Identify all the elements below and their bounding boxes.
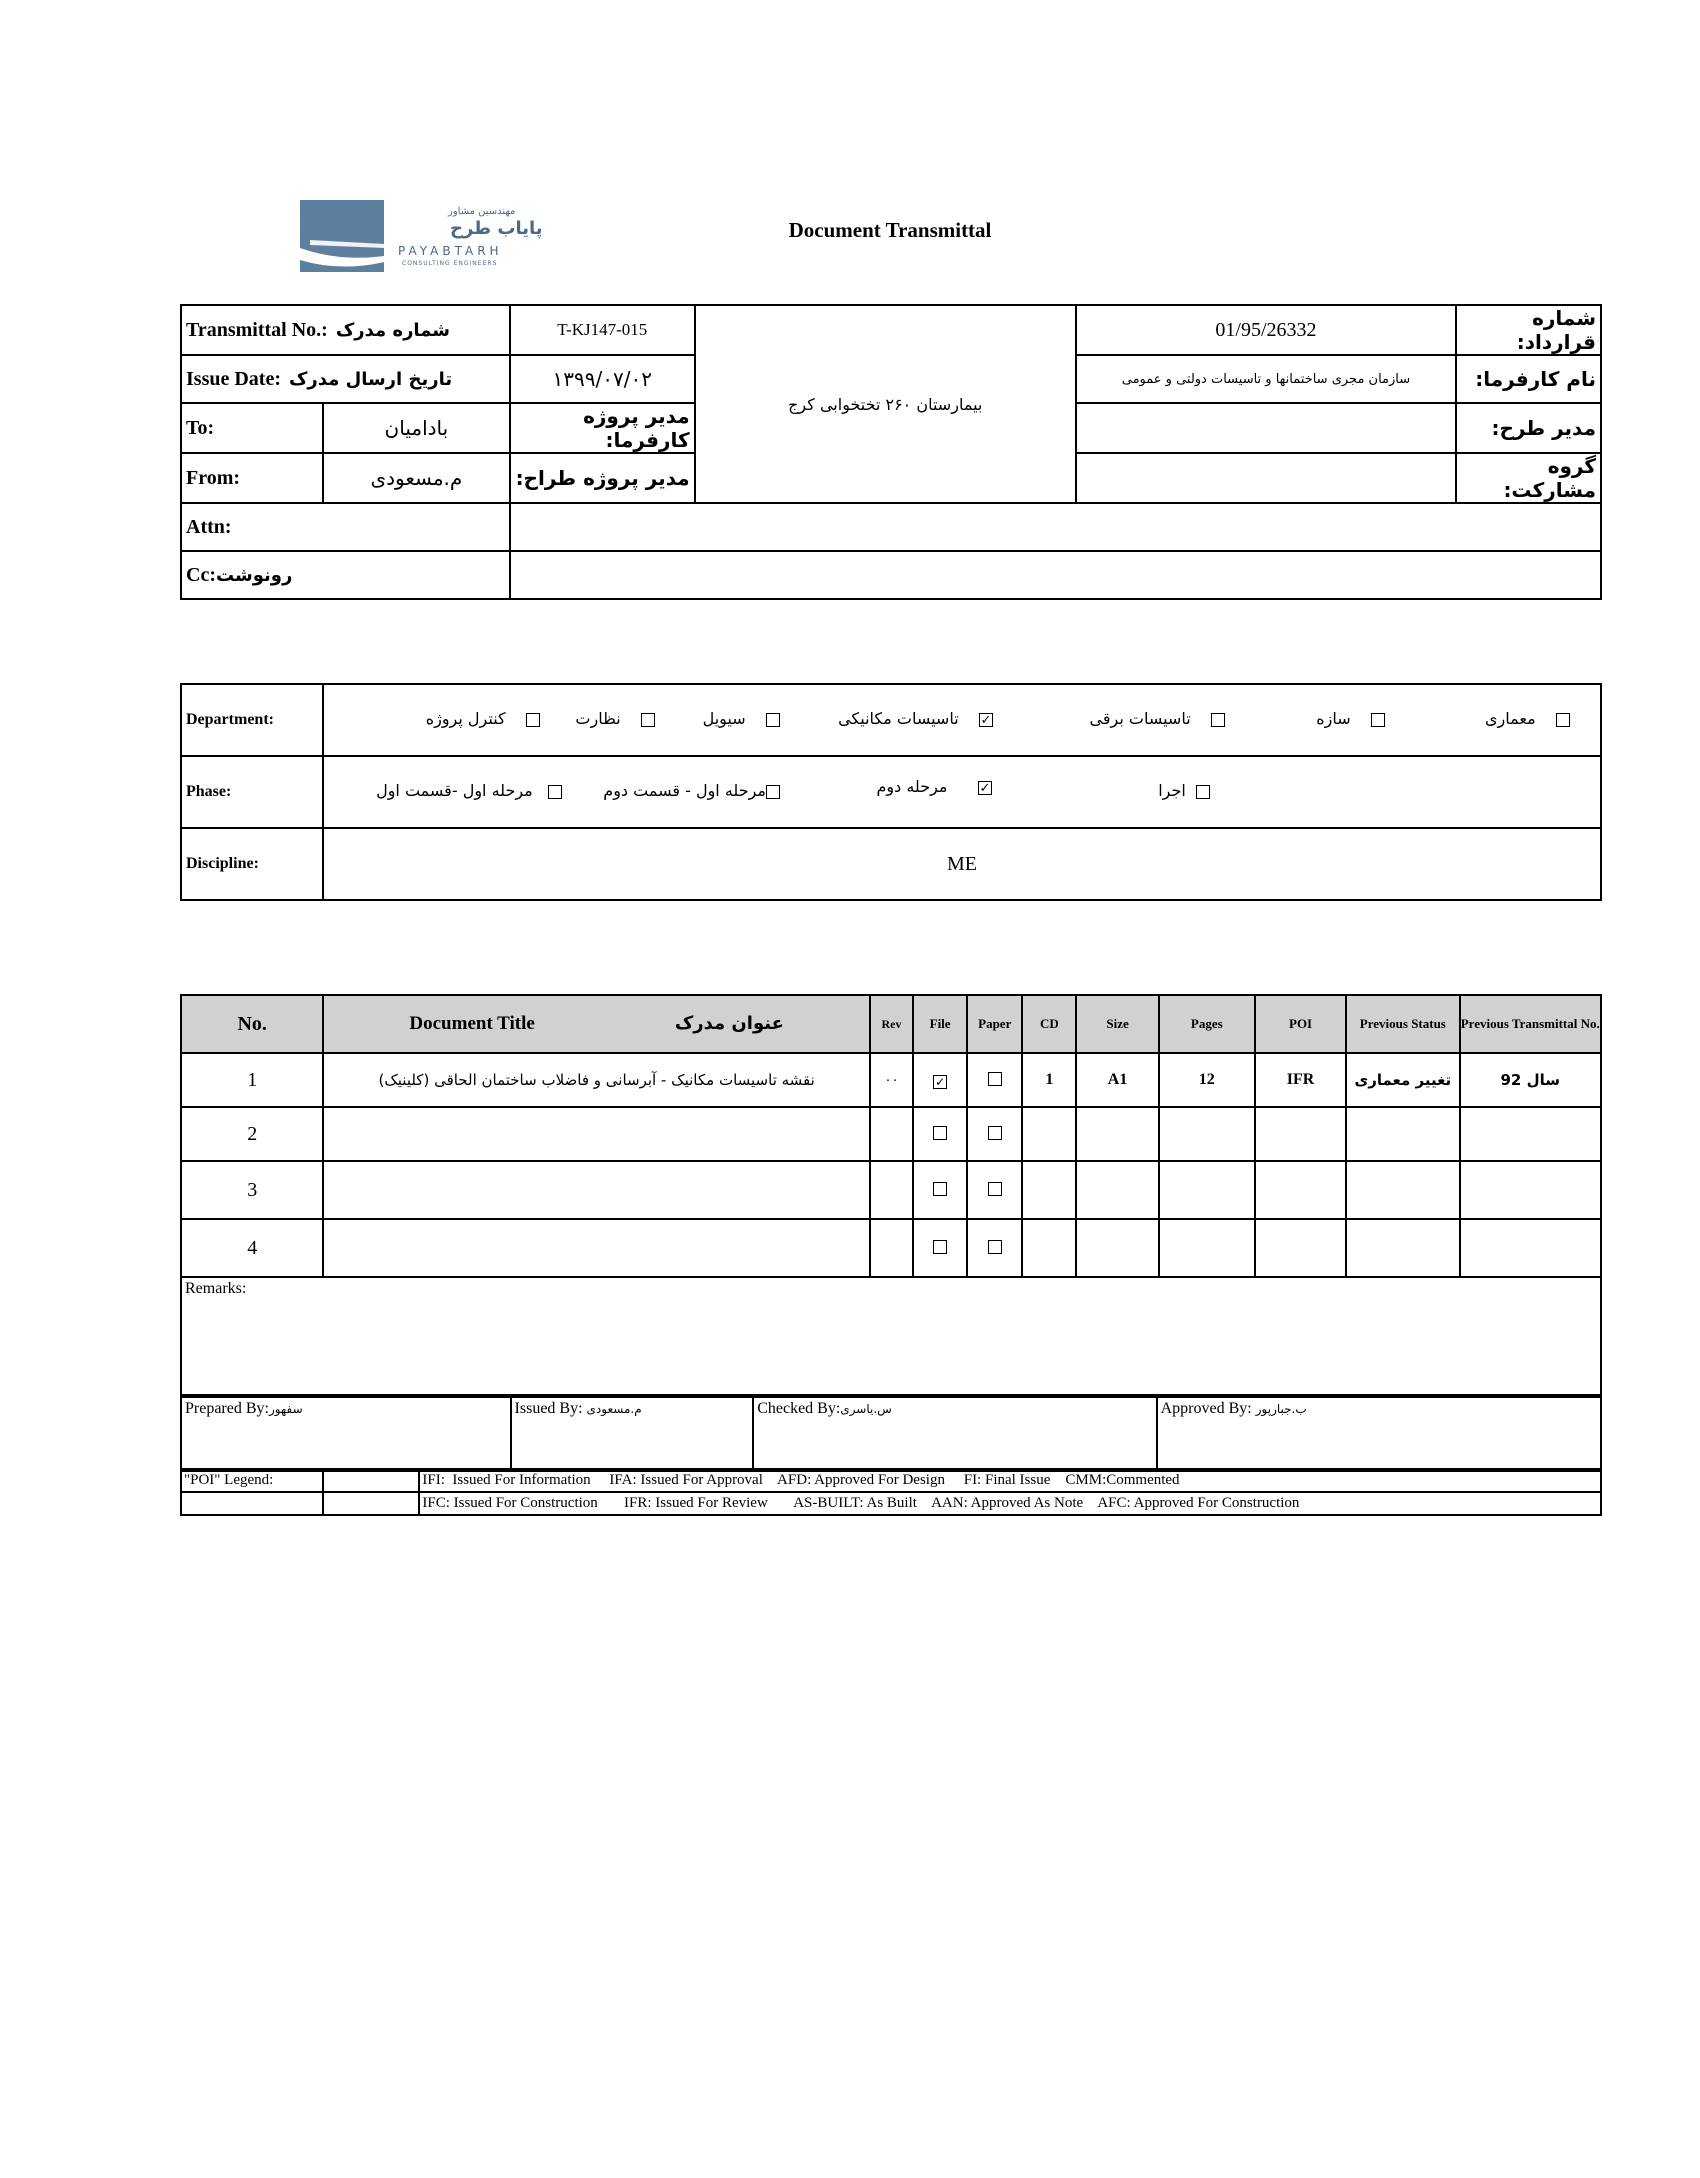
checkbox-checked-icon[interactable]: ✓	[935, 1074, 946, 1089]
checkbox-checked-icon[interactable]: ✓	[979, 780, 991, 796]
partnership-value	[1076, 453, 1456, 503]
col-size: Size	[1076, 995, 1158, 1053]
phase-option-second-stage[interactable]: ✓ مرحله دوم	[876, 777, 991, 796]
row-prev-transmittal	[1460, 1161, 1602, 1219]
checkbox-icon[interactable]	[988, 1126, 1002, 1140]
row-no: 4	[181, 1219, 323, 1277]
from-label: From:	[181, 453, 323, 503]
row-cd	[1022, 1161, 1076, 1219]
dept-option-architecture[interactable]: معماری	[1485, 709, 1570, 728]
contract-no-label: شماره قرارداد:	[1456, 305, 1601, 355]
issue-date-label: Issue Date: تاریخ ارسال مدرک	[181, 355, 510, 403]
company-logo	[300, 200, 570, 274]
client-name-label: نام کارفرما:	[1456, 355, 1601, 403]
col-title: Document Title عنوان مدرک	[323, 995, 870, 1053]
prepared-by: Prepared By:سفهور	[181, 1397, 511, 1471]
table-row	[181, 1219, 1601, 1277]
attn-label: Attn:	[181, 503, 510, 551]
phase-option-first-stage-part2[interactable]: مرحله اول - قسمت دوم	[603, 781, 780, 800]
col-no: No.	[181, 995, 323, 1053]
row-title	[323, 1219, 870, 1277]
logo-fa-line2: پایاب طرح	[450, 218, 543, 239]
poi-legend-line2: IFC: Issued For Construction IFR: Issued For Review AS-BUILT: As Built AAN: Approved As Note AFC: Approved For Construction	[419, 1492, 1601, 1515]
designer-pm-label: مدیر پروژه طراح:	[510, 453, 695, 503]
checkbox-icon[interactable]	[1211, 713, 1225, 727]
col-prev-transmittal: Previous Transmittal No.	[1460, 995, 1602, 1053]
document-list-table	[180, 994, 1602, 1278]
row-title: نقشه تاسیسات مکانیک - آبرسانی و فاضلاب ساختمان الحاقی (کلینیک)	[323, 1053, 870, 1107]
dept-option-electrical[interactable]: تاسیسات برقی	[1090, 709, 1225, 728]
header-table	[180, 304, 1602, 600]
to-value: بادامیان	[323, 403, 510, 453]
poi-legend-table	[180, 1468, 1602, 1516]
signature-table	[180, 1396, 1602, 1472]
logo-mark-icon	[300, 200, 390, 274]
dept-option-supervision[interactable]: نظارت	[575, 709, 655, 728]
row-size	[1076, 1219, 1158, 1277]
col-poi: POI	[1255, 995, 1346, 1053]
row-poi	[1255, 1161, 1346, 1219]
row-size: A1	[1076, 1053, 1158, 1107]
department-label: Department:	[181, 684, 323, 756]
logo-en-sub: CONSULTING ENGINEERS	[402, 260, 498, 267]
row-file	[913, 1219, 967, 1277]
logo-fa-line1: مهندسین مشاور	[448, 206, 516, 217]
row-cd: 1	[1022, 1053, 1076, 1107]
phase-label: Phase:	[181, 756, 323, 828]
page-title: Document Transmittal	[788, 218, 992, 242]
row-pages	[1159, 1107, 1255, 1161]
row-prev-status: تغییر معماری	[1346, 1053, 1459, 1107]
row-cd	[1022, 1219, 1076, 1277]
row-size	[1076, 1161, 1158, 1219]
row-file	[913, 1161, 967, 1219]
row-poi	[1255, 1219, 1346, 1277]
row-paper	[967, 1053, 1022, 1107]
partnership-label: گروه مشارکت:	[1456, 453, 1601, 503]
approved-by: Approved By: ب.جبارپور	[1157, 1397, 1601, 1471]
checkbox-icon[interactable]	[1371, 713, 1385, 727]
poi-legend-line1: IFI: Issued For Information IFA: Issued For Approval AFD: Approved For Design FI: Final Issue CMM:Commented	[419, 1469, 1601, 1492]
to-label: To:	[181, 403, 323, 453]
legend-spacer	[323, 1492, 420, 1515]
col-file: File	[913, 995, 967, 1053]
dept-option-mechanical[interactable]: ✓ تاسیسات مکانیکی	[838, 709, 992, 728]
row-title	[323, 1107, 870, 1161]
cc-label: Cc:رونوشت	[181, 551, 510, 599]
table-row	[181, 1053, 1601, 1107]
row-prev-transmittal: سال 92	[1460, 1053, 1602, 1107]
row-rev	[870, 1219, 913, 1277]
checked-by: Checked By:س.یاسری	[753, 1397, 1156, 1471]
legend-spacer	[181, 1492, 323, 1515]
legend-spacer	[323, 1469, 420, 1492]
row-title	[323, 1161, 870, 1219]
checkbox-icon[interactable]	[933, 1126, 947, 1140]
checkbox-icon[interactable]	[988, 1072, 1002, 1086]
checkbox-icon[interactable]	[1196, 785, 1210, 799]
checkbox-icon[interactable]	[933, 1240, 947, 1254]
checkbox-icon[interactable]	[641, 713, 655, 727]
row-no: 3	[181, 1161, 323, 1219]
cc-value	[510, 551, 1601, 599]
remarks-label: Remarks:	[185, 1280, 247, 1297]
col-paper: Paper	[967, 995, 1022, 1053]
row-poi: IFR	[1255, 1053, 1346, 1107]
row-prev-status	[1346, 1219, 1459, 1277]
client-pm-label: مدیر پروژه کارفرما:	[510, 403, 695, 453]
row-file	[913, 1107, 967, 1161]
client-name-value: سازمان مجری ساختمانها و تاسیسات دولتی و عمومی	[1076, 355, 1456, 403]
col-pages: Pages	[1159, 995, 1255, 1053]
transmittal-no-label: Transmittal No.: شماره مدرک	[181, 305, 510, 355]
dept-option-civil[interactable]: سیویل	[703, 709, 780, 728]
col-cd: CD	[1022, 995, 1076, 1053]
checkbox-icon[interactable]	[766, 785, 780, 799]
row-paper	[967, 1219, 1022, 1277]
issued-by: Issued By: م.مسعودی	[511, 1397, 754, 1471]
dept-option-structure[interactable]: سازه	[1316, 709, 1385, 728]
row-cd	[1022, 1107, 1076, 1161]
row-no: 1	[181, 1053, 323, 1107]
contract-no-value: 01/95/26332	[1076, 305, 1456, 355]
row-file	[913, 1053, 967, 1107]
design-manager-label: مدیر طرح:	[1456, 403, 1601, 453]
dept-option-project-control[interactable]: کنترل پروژه	[426, 709, 540, 728]
col-prev-status: Previous Status	[1346, 995, 1459, 1053]
checkbox-icon[interactable]	[988, 1182, 1002, 1196]
department-options	[323, 684, 1601, 756]
row-pages	[1159, 1219, 1255, 1277]
department-table	[180, 683, 1602, 901]
row-pages: 12	[1159, 1053, 1255, 1107]
table-header-row	[181, 995, 1601, 1053]
row-paper	[967, 1107, 1022, 1161]
phase-option-execution[interactable]: اجرا	[1158, 781, 1210, 800]
row-size	[1076, 1107, 1158, 1161]
checkbox-checked-icon[interactable]: ✓	[980, 712, 992, 728]
discipline-value: ME	[323, 828, 1601, 900]
row-poi	[1255, 1107, 1346, 1161]
row-prev-transmittal	[1460, 1219, 1602, 1277]
checkbox-icon[interactable]	[933, 1182, 947, 1196]
from-value: م.مسعودی	[323, 453, 510, 503]
checkbox-icon[interactable]	[988, 1240, 1002, 1254]
row-no: 2	[181, 1107, 323, 1161]
col-rev: Rev	[870, 995, 913, 1053]
remarks-box	[180, 1278, 1602, 1396]
poi-legend-label: "POI" Legend:	[181, 1469, 323, 1492]
transmittal-no-value: T-KJ147-015	[510, 305, 695, 355]
issue-date-value: ۱۳۹۹/۰۷/۰۲	[510, 355, 695, 403]
row-paper	[967, 1161, 1022, 1219]
checkbox-icon[interactable]	[526, 713, 540, 727]
table-row	[181, 1161, 1601, 1219]
logo-en-name: PAYABTARH	[398, 244, 503, 258]
table-row	[181, 1107, 1601, 1161]
row-prev-status	[1346, 1161, 1459, 1219]
row-rev: ۰۰	[870, 1053, 913, 1107]
row-pages	[1159, 1161, 1255, 1219]
discipline-label: Discipline:	[181, 828, 323, 900]
row-rev	[870, 1161, 913, 1219]
checkbox-icon[interactable]	[766, 713, 780, 727]
row-rev	[870, 1107, 913, 1161]
checkbox-icon[interactable]	[548, 785, 562, 799]
checkbox-icon[interactable]	[1556, 713, 1570, 727]
row-prev-transmittal	[1460, 1107, 1602, 1161]
phase-options	[323, 756, 1601, 828]
design-manager-value	[1076, 403, 1456, 453]
attn-value	[510, 503, 1601, 551]
phase-option-first-stage-part1[interactable]: مرحله اول -قسمت اول	[376, 781, 562, 800]
project-name: بیمارستان ۲۶۰ تختخوابی کرج	[695, 305, 1076, 503]
row-prev-status	[1346, 1107, 1459, 1161]
